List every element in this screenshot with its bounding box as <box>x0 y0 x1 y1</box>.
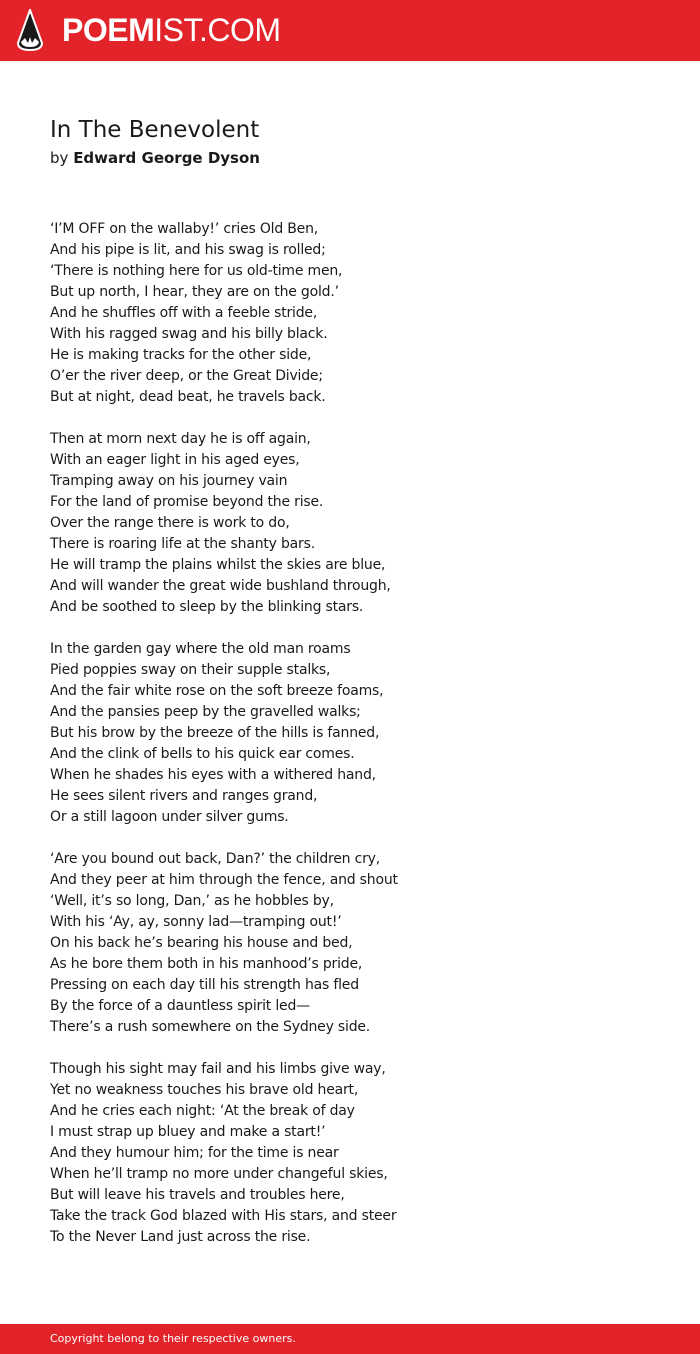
poem-line: ‘Are you bound out back, Dan?’ the children cry, <box>50 851 380 867</box>
poem-title: In The Benevolent <box>50 117 260 143</box>
poem-line: Pressing on each day till his strength has fled <box>50 977 359 993</box>
poem-line: In the garden gay where the old man roams <box>50 641 351 657</box>
logo-light-text: IST.COM <box>154 12 281 48</box>
pencil-tip-icon[interactable] <box>17 9 43 51</box>
poem-line: And they humour him; for the time is near <box>50 1145 339 1161</box>
poem-line: On his back he’s bearing his house and bed, <box>50 935 353 951</box>
poem-line: As he bore them both in his manhood’s pride, <box>50 956 363 972</box>
poem-byline <box>50 149 260 167</box>
copyright-text: Copyright belong to their respective owners. <box>50 1332 296 1345</box>
poem-line: O’er the river deep, or the Great Divide; <box>50 368 323 384</box>
poem-line: When he shades his eyes with a withered hand, <box>50 767 376 783</box>
poem-line: But his brow by the breeze of the hills is fanned, <box>50 725 380 741</box>
logo-bold-text: POEM <box>62 12 155 48</box>
poem-line: I must strap up bluey and make a start!’ <box>50 1124 326 1140</box>
poem-line: He will tramp the plains whilst the skies are blue, <box>50 557 386 573</box>
poem-line: Yet no weakness touches his brave old heart, <box>50 1082 359 1098</box>
poem-stanza <box>50 1059 670 1248</box>
poem-stanza <box>50 429 670 618</box>
site-footer <box>0 1324 700 1354</box>
poem-line: And they peer at him through the fence, and shout <box>50 872 398 888</box>
poem-line: By the force of a dauntless spirit led— <box>50 998 310 1014</box>
poem-line: With his ‘Ay, ay, sonny lad—tramping out!’ <box>50 914 342 930</box>
poem-line: Pied poppies sway on their supple stalks, <box>50 662 331 678</box>
poem-line: ‘There is nothing here for us old-time men, <box>50 263 343 279</box>
poem-line: With his ragged swag and his billy black. <box>50 326 328 342</box>
poem-line: But up north, I hear, they are on the gold.’ <box>50 284 339 300</box>
poem-line: And he shuffles off with a feeble stride, <box>50 305 318 321</box>
poem-line: Tramping away on his journey vain <box>50 473 288 489</box>
poem-body <box>50 219 670 1269</box>
poem-line: For the land of promise beyond the rise. <box>50 494 324 510</box>
poem-line: And he cries each night: ‘At the break of day <box>50 1103 355 1119</box>
poem-line: And the fair white rose on the soft breeze foams, <box>50 683 384 699</box>
poem-line: There is roaring life at the shanty bars. <box>50 536 315 552</box>
poem-line: But at night, dead beat, he travels back. <box>50 389 326 405</box>
poem-line: There’s a rush somewhere on the Sydney side. <box>50 1019 371 1035</box>
poem-line: And his pipe is lit, and his swag is rolled; <box>50 242 326 258</box>
poem-line: With an eager light in his aged eyes, <box>50 452 300 468</box>
poem-line: He is making tracks for the other side, <box>50 347 312 363</box>
poem-line: And the clink of bells to his quick ear comes. <box>50 746 355 762</box>
poem-author: Edward George Dyson <box>73 149 260 167</box>
poem-line: He sees silent rivers and ranges grand, <box>50 788 318 804</box>
poem-stanza <box>50 219 670 408</box>
poem-line: Take the track God blazed with His stars, and steer <box>50 1208 397 1224</box>
poem-line: Then at morn next day he is off again, <box>50 431 311 447</box>
poem-line: ‘Well, it’s so long, Dan,’ as he hobbles by, <box>50 893 334 909</box>
poem-line: To the Never Land just across the rise. <box>50 1229 311 1245</box>
poem-line: Over the range there is work to do, <box>50 515 290 531</box>
site-header <box>0 0 700 61</box>
site-logo[interactable] <box>62 11 281 49</box>
by-label: by <box>50 149 69 167</box>
poem-line: ‘I’M OFF on the wallaby!’ cries Old Ben, <box>50 221 319 237</box>
poem-line: Or a still lagoon under silver gums. <box>50 809 289 825</box>
poem-line: But will leave his travels and troubles here, <box>50 1187 345 1203</box>
poem-line: Though his sight may fail and his limbs give way, <box>50 1061 386 1077</box>
poem-stanza <box>50 849 670 1038</box>
poem-stanza <box>50 639 670 828</box>
poem-line: And will wander the great wide bushland through, <box>50 578 391 594</box>
poem-line: And be soothed to sleep by the blinking stars. <box>50 599 364 615</box>
poem-line: When he’ll tramp no more under changeful skies, <box>50 1166 388 1182</box>
poem-line: And the pansies peep by the gravelled walks; <box>50 704 361 720</box>
